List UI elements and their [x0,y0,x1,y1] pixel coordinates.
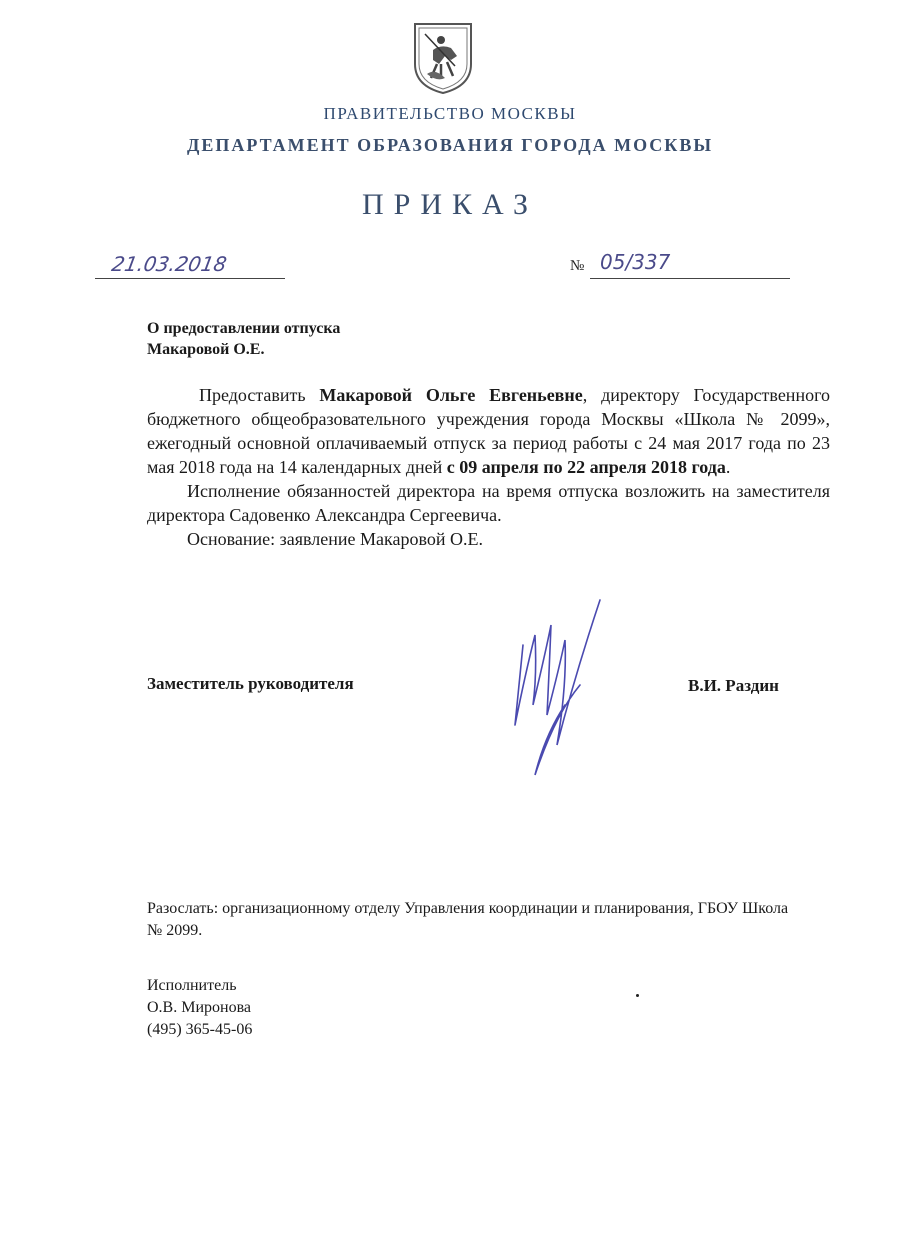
order-number: 05/337 [600,250,671,274]
paragraph-3: Основание: заявление Макаровой О.Е. [187,529,483,549]
signatory-name: В.И. Раздин [688,676,779,695]
p1-dates: с 09 апреля по 22 апреля 2018 года [446,457,726,477]
handwritten-signature [505,595,615,780]
order-date: 21.03.2018 [109,252,229,276]
p1-start: Предоставить [199,385,320,405]
p1-end: . [725,457,731,477]
p1-mid: , директору Государственного бюджетного общеобразовательного учреждения города Москвы «Школа № 2099», ежегодный основной оплачиваемый отпуск за период работы с 24 мая 2017 года по 23 мая 2018 года на 14 календарных дней [147,385,831,477]
moscow-coat-of-arms-icon [411,20,475,96]
document-title: ПРИКАЗ [362,188,538,221]
executor-name: О.В. Миронова [147,999,252,1016]
number-underline [590,278,790,279]
paragraph-1 [147,383,830,479]
paragraph-2: Исполнение обязанностей директора на время отпуска возложить на заместителя директора Садовенко Александра Сергеевича. [147,481,830,525]
executor-label: Исполнитель [147,977,237,994]
signatory-role: Заместитель руководителя [147,674,354,693]
executor-block [147,975,252,1041]
subject-line-2: Макаровой О.Е. [147,341,265,358]
ink-dot [636,994,639,997]
subject-line-1: О предоставлении отпуска [147,320,341,337]
order-subject [147,318,340,360]
order-body [147,383,830,551]
department-name: ДЕПАРТАМЕНТ ОБРАЗОВАНИЯ ГОРОДА МОСКВЫ [186,135,714,155]
number-label: № [570,258,585,274]
executor-phone: (495) 365-45-06 [147,1021,253,1038]
government-name: ПРАВИТЕЛЬСТВО МОСКВЫ [323,104,577,123]
distribution-list: Разослать: организационному отделу Управления координации и планирования, ГБОУ Школа № 2099. [147,900,789,939]
date-underline [95,278,285,279]
p1-name: Макаровой Ольге Евгеньевне [319,385,583,405]
